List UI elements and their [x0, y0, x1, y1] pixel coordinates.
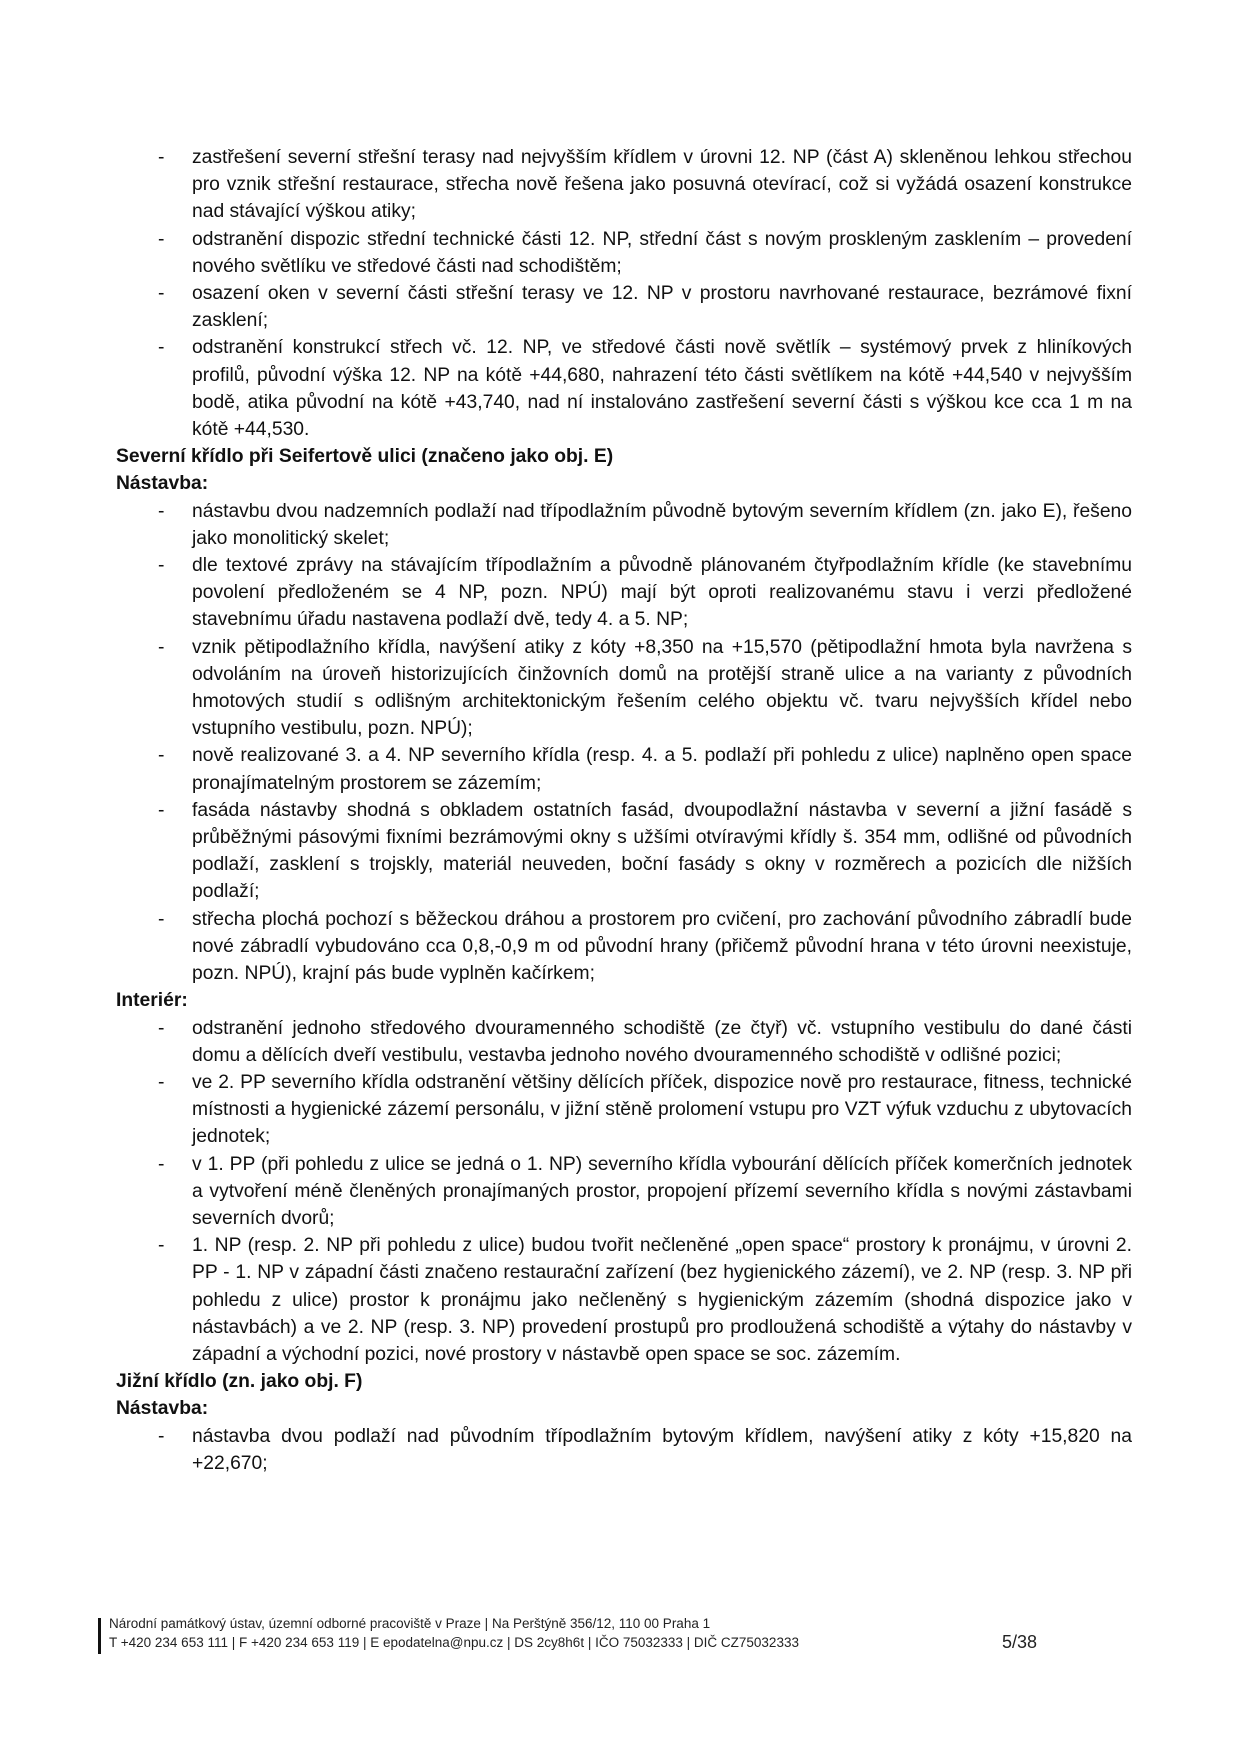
- list-dash: -: [158, 500, 165, 522]
- list-dash: -: [158, 1153, 165, 1175]
- footer-address: Národní památkový ústav, územní odborné pracoviště v Praze | Na Perštýně 356/12, 110 00 Praha 1: [109, 1616, 711, 1631]
- list-item: [116, 634, 1132, 743]
- list-dash: -: [158, 908, 165, 930]
- list-item: [116, 498, 1132, 552]
- list-dash: -: [158, 147, 165, 168]
- list-item-text: odstranění konstrukcí střech vč. 12. NP, ve středové části nově světlík – systémový prvek z hliníkových profilů, původní výška 12. NP na kótě +44,680, nahrazení této části světlíkem na kótě +44,540 v nejvyšším bodě, atika původní na kótě +43,740, nad ní instalováno zastřešení severní části s výškou kce cca 1 m na kótě +44,530.: [192, 337, 1132, 441]
- list-item-text: odstranění dispozic střední technické části 12. NP, střední část s novým proskleným zasklením – provedení nového světlíku ve středové části nad schodištěm;: [192, 228, 1132, 277]
- document-body: [116, 144, 1132, 1477]
- list-item-text: střecha plochá pochozí s běžeckou dráhou a prostorem pro cvičení, pro zachování původního zábradlí bude nové zábradlí vybudováno cca 0,8,-0,9 m od původní hrany (přičemž původní hrana v této úrovni neexistuje, pozn. NPÚ), krajní pás bude vyplněn kačírkem;: [192, 908, 1132, 985]
- list-dash: -: [158, 228, 165, 250]
- list-dash: -: [158, 745, 165, 767]
- list-item-text: ve 2. PP severního křídla odstranění většiny dělících příček, dispozice nově pro restaurace, fitness, technické místnosti a hygienické zázemí personálu, v jižní stěně prolomení vstupu pro VZT výfuk vzduchu z ubytovacích jednotek;: [192, 1071, 1132, 1148]
- list-dash: -: [158, 1071, 165, 1093]
- list-item-text: vznik pětipodlažního křídla, navýšení atiky z kóty +8,350 na +15,570 (pětipodlažní hmota byla navržena s odvoláním na úroveň historizujících činžovních domů na protější straně ulice a na varianty z původních hmotových studií s odlišným architektonickým řešením celého objektu vč. tvaru nejvyšších křídel nebo vstupního vestibulu, pozn. NPÚ);: [192, 636, 1132, 740]
- list-item-text: odstranění jednoho středového dvouramenného schodiště (ze čtyř) vč. vstupního vestibulu do dané části domu a dělících dveří vestibulu, vestavba jednoho nového dvouramenného schodiště v odlišné pozici;: [192, 1017, 1132, 1066]
- list-item: [116, 280, 1132, 334]
- footer-bar: [98, 1618, 101, 1654]
- list-item-text: osazení oken v severní části střešní terasy ve 12. NP v prostoru navrhované restaurace, bezrámové fixní zasklení;: [192, 283, 1132, 332]
- list-item-text: nástavba dvou podlaží nad původním třípodlažním bytovým křídlem, navýšení atiky z kóty +15,820 na +22,670;: [192, 1425, 1132, 1474]
- section-heading: Interiér:: [116, 990, 188, 1012]
- list-dash: -: [158, 636, 165, 658]
- list-item-text: fasáda nástavby shodná s obkladem ostatních fasád, dvoupodlažní nástavba v severní a jižní fasádě s průběžnými pásovými fixními bezrámovými okny s užšími otvíravými křídly š. 354 mm, odlišné od původních podlaží, zasklení s trojskly, materiál neuveden, boční fasády s okny v rozměrech a pozicích dle nižších podlaží;: [192, 799, 1132, 903]
- list-dash: -: [158, 283, 165, 305]
- list-dash: -: [158, 337, 165, 359]
- list-item: [116, 1069, 1132, 1151]
- list-item: [116, 797, 1132, 906]
- list-item: [116, 226, 1132, 280]
- list-item: [116, 144, 1132, 226]
- section-heading: Nástavba:: [116, 473, 209, 495]
- list-item: [116, 742, 1132, 796]
- list-dash: -: [158, 1017, 165, 1039]
- list-item: [116, 334, 1132, 443]
- page-number: 5/38: [1002, 1632, 1038, 1652]
- list-dash: -: [158, 555, 165, 577]
- list-item-text: dle textové zprávy na stávajícím třípodlažním a původně plánovaném čtyřpodlažním křídle (ke stavebnímu povolení předloženém se 4 NP, pozn. NPÚ) mají být oproti realizovanému stavu i verzi předložené stavebnímu úřadu nastavena podlaží dvě, tedy 4. a 5. NP;: [192, 555, 1132, 631]
- list-item: [116, 1423, 1132, 1477]
- list-item: [116, 1151, 1132, 1233]
- section-heading: Nástavba:: [116, 1398, 209, 1420]
- list-item: [116, 1232, 1132, 1368]
- list-item-text: 1. NP (resp. 2. NP při pohledu z ulice) budou tvořit nečleněné „open space“ prostory k pronájmu, v úrovni 2. PP - 1. NP v západní části značeno restaurační zařízení (bez hygienického zázemí), ve 2. NP (resp. 3. NP při pohledu z ulice) prostor k pronájmu jako nečleněný s hygienickým zázemím (shodná dispozice jako v nástavbách) a ve 2. NP (resp. 3. NP) provedení prostupů pro prodloužená schodiště a výtahy do nástavby v západní a východní pozici, nové prostory v nástavbě open space se soc. zázemím.: [192, 1235, 1132, 1365]
- section-heading: Severní křídlo při Seifertově ulici (značeno jako obj. E): [116, 446, 614, 468]
- list-item-text: nově realizované 3. a 4. NP severního křídla (resp. 4. a 5. podlaží při pohledu z ulice) naplněno open space pronajímatelným prostorem se zázemím;: [192, 745, 1132, 794]
- list-item: [116, 552, 1132, 634]
- list-dash: -: [158, 1425, 165, 1447]
- list-dash: -: [158, 1235, 165, 1257]
- list-item: [116, 906, 1132, 988]
- section-heading: Jižní křídlo (zn. jako obj. F): [116, 1371, 363, 1393]
- list-item-text: zastřešení severní střešní terasy nad nejvyšším křídlem v úrovni 12. NP (část A) skleněnou lehkou střechou pro vznik střešní restaurace, střecha nově řešena jako posuvná otevírací, což si vyžádá osazení konstrukce nad stávající výškou atiky;: [192, 147, 1132, 223]
- list-item-text: v 1. PP (při pohledu z ulice se jedná o 1. NP) severního křídla vybourání dělících příček komerčních jednotek a vytvoření méně členěných pronajímaných prostor, propojení přízemí severního křídla s novými zástavbami severních dvorů;: [192, 1153, 1132, 1229]
- list-item: [116, 1015, 1132, 1069]
- page-footer: [109, 1614, 1069, 1652]
- list-item-text: nástavbu dvou nadzemních podlaží nad třípodlažním původně bytovým severním křídlem (zn. jako E), řešeno jako monolitický skelet;: [192, 500, 1132, 549]
- footer-contacts: T +420 234 653 111 | F +420 234 653 119 | E epodatelna@npu.cz | DS 2cy8h6t | IČO 75032333 | DIČ CZ75032333: [109, 1635, 799, 1650]
- list-dash: -: [158, 799, 165, 821]
